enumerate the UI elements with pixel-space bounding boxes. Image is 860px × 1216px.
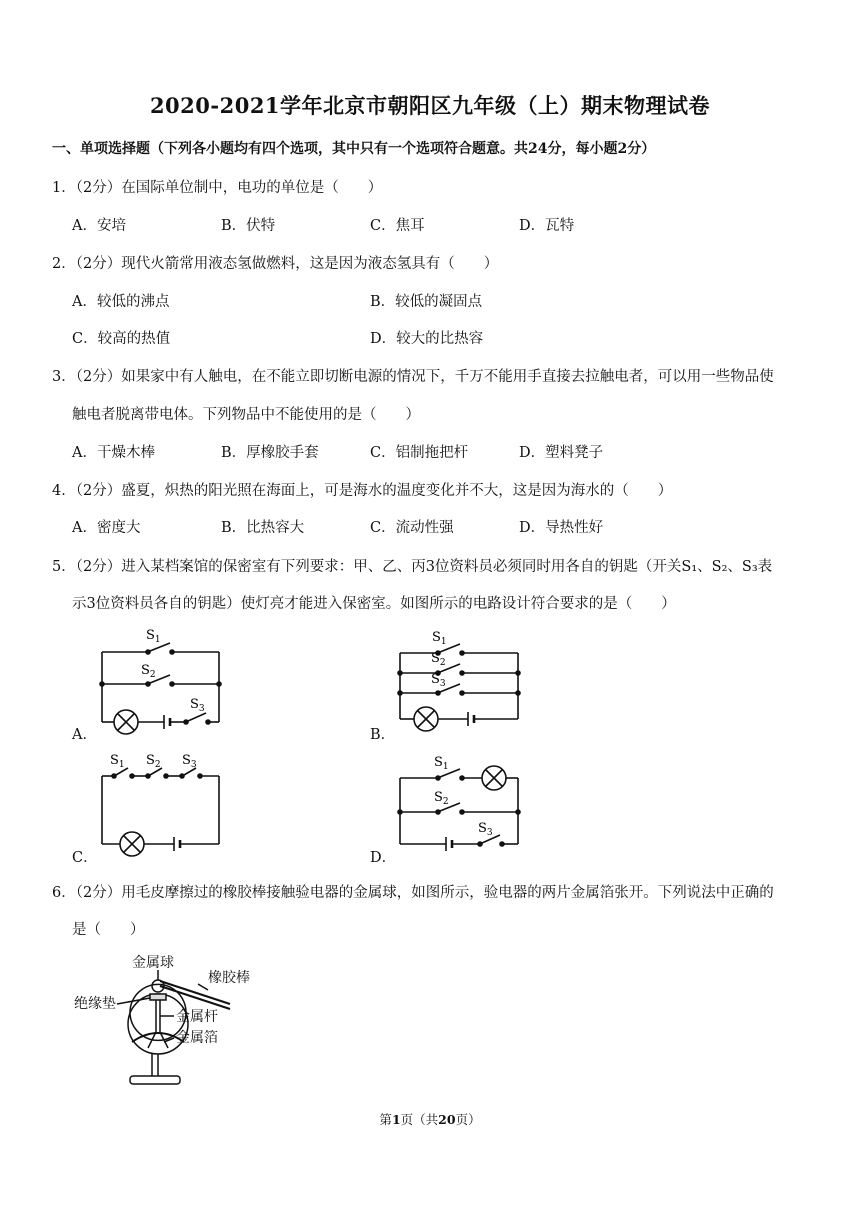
question-5-option-b: B． <box>370 727 396 743</box>
footer-prefix: 第 <box>379 1112 392 1127</box>
footer-suffix: 页） <box>455 1112 481 1127</box>
switch-s2-label: $S_2$ <box>431 651 446 668</box>
switch-s1-label: $S_1$ <box>110 753 125 770</box>
question-6-stem: 6．（2分）用毛皮摩擦过的橡胶棒接触验电器的金属球，如图所示，验电器的两片金属箔张开。下列说法中正确的 <box>52 885 774 901</box>
switch-s1-label: $S_1$ <box>146 628 161 645</box>
total-page-count: 20 <box>438 1112 456 1127</box>
question-6-stem-continued: 是（ ） <box>72 922 145 938</box>
switch-s2-label: $S_2$ <box>141 663 156 680</box>
question-2-stem: 2．（2分）现代火箭常用液态氢做燃料，这是因为液态氢具有（ ） <box>52 256 499 272</box>
label-metal-foil: 金属箔 <box>176 1030 218 1046</box>
question-5-stem: 5．（2分）进入某档案馆的保密室有下列要求：甲、乙、丙3位资料员必须同时用各自的钥匙（开关S₁、S₂、S₃表 <box>52 559 773 575</box>
circuit-diagram-b <box>394 628 524 738</box>
switch-s3-label: $S_3$ <box>182 753 197 770</box>
label-rubber-rod: 橡胶棒 <box>208 970 250 986</box>
label-metal-rod: 金属杆 <box>176 1009 218 1025</box>
section-heading: 一、单项选择题（下列各小题均有四个选项，其中只有一个选项符合题意。共24分，每小题2分） <box>52 141 656 157</box>
current-page-number: 1 <box>391 1112 401 1127</box>
question-5-stem-continued: 示3位资料员各自的钥匙）使灯亮才能进入保密室。如图所示的电路设计符合要求的是（ ） <box>72 596 676 612</box>
question-3-option-a: A．干燥木棒 <box>72 445 155 461</box>
label-metal-ball: 金属球 <box>132 955 174 971</box>
question-4-option-a: A．密度大 <box>72 520 141 536</box>
circuit-diagram-d <box>394 754 524 860</box>
circuit-diagram-a <box>96 624 226 740</box>
footer-middle: 页（共 <box>400 1112 439 1127</box>
question-2-option-c: C．较高的热值 <box>72 331 171 347</box>
question-3-stem: 3．（2分）如果家中有人触电，在不能立即切断电源的情况下，千万不能用手直接去拉触电者，可以用一些物品使 <box>52 369 774 385</box>
question-5-option-a: A． <box>72 727 97 743</box>
question-1-option-c: C．焦耳 <box>370 218 425 234</box>
question-1-option-b: B．伏特 <box>221 218 276 234</box>
question-3-stem-continued: 触电者脱离带电体。下列物品中不能使用的是（ ） <box>72 407 420 423</box>
switch-s2-label: $S_2$ <box>146 753 161 770</box>
question-1-stem: 1．（2分）在国际单位制中，电功的单位是（ ） <box>52 180 383 196</box>
page-title: 2020-2021学年北京市朝阳区九年级（上）期末物理试卷 <box>149 93 711 118</box>
question-1-option-d: D．瓦特 <box>519 218 575 234</box>
question-5-option-d: D． <box>370 850 397 866</box>
question-3-option-c: C．铝制拖把杆 <box>370 445 469 461</box>
switch-s3-label: $S_3$ <box>478 821 493 838</box>
question-2-option-b: B．较低的凝固点 <box>370 294 483 310</box>
switch-s3-label: $S_3$ <box>431 672 446 689</box>
question-1-option-a: A．安培 <box>72 218 126 234</box>
switch-s3-label: $S_3$ <box>190 697 205 714</box>
question-4-option-d: D．导热性好 <box>519 520 604 536</box>
circuit-diagram-c <box>96 752 226 860</box>
question-3-option-d: D．塑料凳子 <box>519 445 604 461</box>
question-2-option-d: D．较大的比热容 <box>370 331 484 347</box>
question-4-option-c: C．流动性强 <box>370 520 454 536</box>
question-4-option-b: B．比热容大 <box>221 520 305 536</box>
question-5-option-c: C． <box>72 850 98 866</box>
page-footer <box>0 1110 860 1128</box>
switch-s1-label: $S_1$ <box>434 755 449 772</box>
label-insulating-pad: 绝缘垫 <box>74 996 116 1012</box>
question-4-stem: 4．（2分）盛夏，炽热的阳光照在海面上，可是海水的温度变化并不大，这是因为海水的（ ） <box>52 483 673 499</box>
question-3-option-b: B．厚橡胶手套 <box>221 445 319 461</box>
electroscope-diagram <box>72 950 282 1092</box>
question-2-option-a: A．较低的沸点 <box>72 294 170 310</box>
switch-s1-label: $S_1$ <box>432 630 447 647</box>
switch-s2-label: $S_2$ <box>434 790 449 807</box>
